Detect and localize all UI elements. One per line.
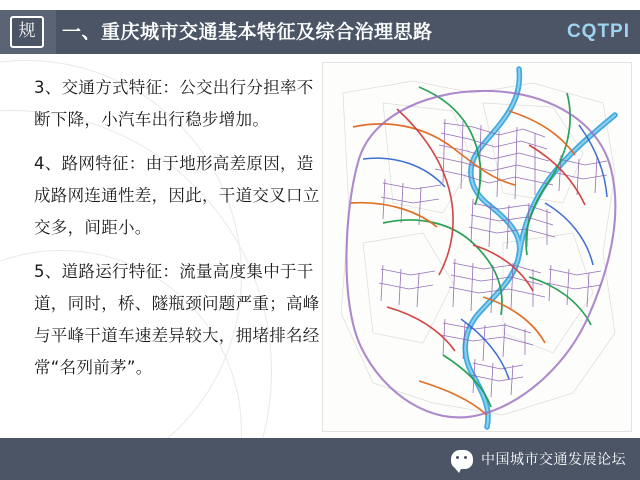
slide-footer: [0, 438, 640, 480]
institute-logo: [10, 16, 44, 48]
wechat-icon: [451, 450, 473, 469]
logo-glyph: 规: [10, 16, 44, 48]
road-network-map: [322, 62, 632, 432]
paragraph-4: 4、路网特征：由于地形高差原因，造成路网连通性差，因此，干道交叉口立交多，间距小。: [34, 154, 320, 237]
slide-header: [0, 10, 640, 54]
footer-text: 中国城市交通发展论坛: [481, 452, 626, 468]
paragraph-5: 5、道路运行特征：流量高度集中于干道，同时，桥、隧瓶颈问题严重；高峰与平峰干道车速差异较大，拥堵排名经常“名列前茅”。: [34, 262, 320, 377]
content-text-column: [34, 72, 324, 396]
brand-label: CQTPI: [566, 21, 630, 42]
paragraph-3: 3、交通方式特征：公交出行分担率不断下降，小汽车出行稳步增加。: [34, 78, 314, 129]
footer-brand: [451, 438, 626, 480]
page-title: 一、重庆城市交通基本特征及综合治理思路: [62, 21, 433, 43]
